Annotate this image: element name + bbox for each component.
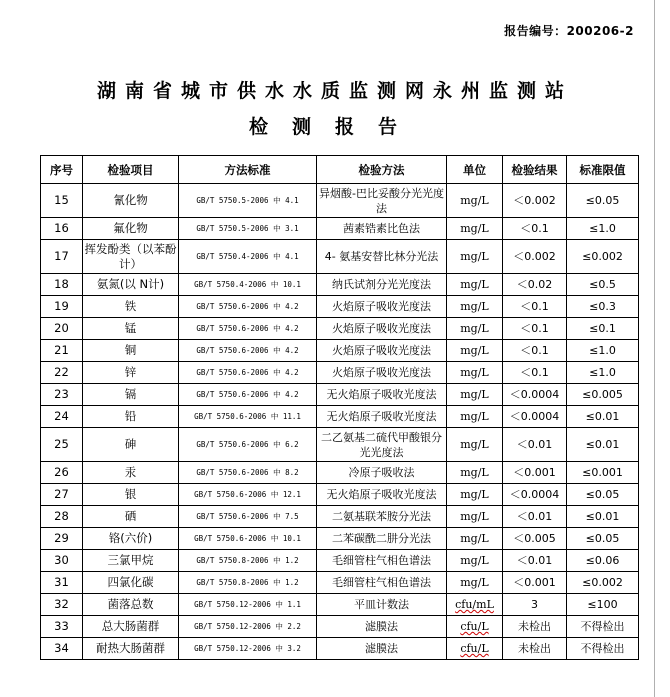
- cell-method: 二苯碳酰二肼分光法: [317, 528, 447, 550]
- cell-limit: ≤0.002: [567, 572, 639, 594]
- col-header-method: 检验方法: [317, 156, 447, 184]
- table-row: [41, 528, 639, 550]
- cell-result: ＜0.1: [503, 340, 567, 362]
- cell-item: 挥发酚类（以苯酚计）: [83, 240, 179, 274]
- cell-unit: [447, 340, 503, 362]
- cell-standard: GB/T 5750.6-2006 中 4.2: [179, 296, 317, 318]
- cell-no: 33: [41, 616, 83, 638]
- cell-standard: GB/T 5750.12-2006 中 3.2: [179, 638, 317, 660]
- cell-item: 铁: [83, 296, 179, 318]
- cell-result: ＜0.1: [503, 318, 567, 340]
- cell-no: 18: [41, 274, 83, 296]
- unit-text: mg/L: [460, 300, 489, 313]
- cell-unit: [447, 240, 503, 274]
- cell-method: 无火焰原子吸收光度法: [317, 384, 447, 406]
- cell-result: ＜0.002: [503, 184, 567, 218]
- cell-limit: ≤0.01: [567, 406, 639, 428]
- cell-method: 异烟酸-巴比妥酸分光光度法: [317, 184, 447, 218]
- table-row: [41, 594, 639, 616]
- page-edge-line: [654, 0, 655, 697]
- cell-method: 二乙氨基二硫代甲酸银分光光度法: [317, 428, 447, 462]
- unit-text: mg/L: [460, 194, 489, 207]
- cell-standard: GB/T 5750.5-2006 中 3.1: [179, 218, 317, 240]
- cell-item: 汞: [83, 462, 179, 484]
- cell-result: ＜0.0004: [503, 406, 567, 428]
- cell-no: 28: [41, 506, 83, 528]
- cell-item: 锌: [83, 362, 179, 384]
- report-number: 报告编号：200206-2: [504, 24, 634, 38]
- table-row: [41, 384, 639, 406]
- cell-standard: GB/T 5750.6-2006 中 11.1: [179, 406, 317, 428]
- cell-no: 19: [41, 296, 83, 318]
- cell-standard: GB/T 5750.5-2006 中 4.1: [179, 184, 317, 218]
- table-row: [41, 638, 639, 660]
- table-row: [41, 218, 639, 240]
- cell-result: ＜0.0004: [503, 384, 567, 406]
- unit-text: mg/L: [460, 410, 489, 423]
- cell-standard: GB/T 5750.6-2006 中 8.2: [179, 462, 317, 484]
- unit-text: mg/L: [460, 438, 489, 451]
- cell-result: ＜0.1: [503, 218, 567, 240]
- cell-method: 纳氏试剂分光光度法: [317, 274, 447, 296]
- cell-limit: ≤0.005: [567, 384, 639, 406]
- cell-result: ＜0.0004: [503, 484, 567, 506]
- cell-limit: ≤100: [567, 594, 639, 616]
- cell-standard: GB/T 5750.4-2006 中 10.1: [179, 274, 317, 296]
- table-row: [41, 340, 639, 362]
- cell-standard: GB/T 5750.6-2006 中 10.1: [179, 528, 317, 550]
- cell-limit: ≤1.0: [567, 340, 639, 362]
- cell-item: 氨氮(以 N计): [83, 274, 179, 296]
- table-row: [41, 616, 639, 638]
- cell-limit: ≤1.0: [567, 218, 639, 240]
- cell-no: 22: [41, 362, 83, 384]
- cell-item: 菌落总数: [83, 594, 179, 616]
- cell-method: 火焰原子吸收光度法: [317, 362, 447, 384]
- cell-unit: [447, 274, 503, 296]
- cell-no: 26: [41, 462, 83, 484]
- cell-standard: GB/T 5750.6-2006 中 6.2: [179, 428, 317, 462]
- cell-standard: GB/T 5750.12-2006 中 1.1: [179, 594, 317, 616]
- cell-unit: [447, 428, 503, 462]
- cell-unit: [447, 362, 503, 384]
- cell-no: 31: [41, 572, 83, 594]
- unit-text: mg/L: [460, 366, 489, 379]
- cell-no: 16: [41, 218, 83, 240]
- cell-limit: ≤0.3: [567, 296, 639, 318]
- cell-standard: GB/T 5750.12-2006 中 2.2: [179, 616, 317, 638]
- cell-limit: ≤0.05: [567, 528, 639, 550]
- cell-unit: [447, 296, 503, 318]
- report-title: 湖南省城市供水水质监测网永州监测站: [96, 80, 573, 102]
- cell-item: 铅: [83, 406, 179, 428]
- cell-result: ＜0.1: [503, 362, 567, 384]
- cell-standard: GB/T 5750.6-2006 中 4.2: [179, 362, 317, 384]
- table-row: [41, 572, 639, 594]
- unit-text: mg/L: [460, 576, 489, 589]
- cell-method: 无火焰原子吸收光度法: [317, 484, 447, 506]
- cell-result: ＜0.01: [503, 506, 567, 528]
- cell-item: 总大肠菌群: [83, 616, 179, 638]
- cell-limit: ≤0.01: [567, 428, 639, 462]
- table-header-row: [41, 156, 639, 184]
- cell-item: 耐热大肠菌群: [83, 638, 179, 660]
- cell-method: 滤膜法: [317, 616, 447, 638]
- cell-item: 锰: [83, 318, 179, 340]
- cell-unit: [447, 318, 503, 340]
- cell-item: 三氯甲烷: [83, 550, 179, 572]
- cell-standard: GB/T 5750.4-2006 中 4.1: [179, 240, 317, 274]
- cell-method: 冷原子吸收法: [317, 462, 447, 484]
- cell-standard: GB/T 5750.6-2006 中 4.2: [179, 318, 317, 340]
- cell-limit: 不得检出: [567, 616, 639, 638]
- cell-limit: ≤0.05: [567, 484, 639, 506]
- cell-result: ＜0.02: [503, 274, 567, 296]
- cell-method: 火焰原子吸收光度法: [317, 296, 447, 318]
- unit-text: mg/L: [460, 466, 489, 479]
- cell-method: 滤膜法: [317, 638, 447, 660]
- cell-method: 茜素锆素比色法: [317, 218, 447, 240]
- cell-item: 四氯化碳: [83, 572, 179, 594]
- cell-standard: GB/T 5750.6-2006 中 7.5: [179, 506, 317, 528]
- cell-limit: ≤0.01: [567, 506, 639, 528]
- unit-text: mg/L: [460, 510, 489, 523]
- unit-text: mg/L: [460, 322, 489, 335]
- cell-method: 火焰原子吸收光度法: [317, 340, 447, 362]
- cell-limit: ≤0.5: [567, 274, 639, 296]
- cell-unit: [447, 406, 503, 428]
- col-header-limit: 标准限值: [567, 156, 639, 184]
- cell-standard: GB/T 5750.6-2006 中 4.2: [179, 384, 317, 406]
- cell-result: ＜0.001: [503, 572, 567, 594]
- cell-result: ＜0.01: [503, 428, 567, 462]
- cell-method: 毛细管柱气相色谱法: [317, 550, 447, 572]
- cell-limit: ≤1.0: [567, 362, 639, 384]
- cell-unit: [447, 616, 503, 638]
- unit-text: mg/L: [460, 388, 489, 401]
- cell-method: 毛细管柱气相色谱法: [317, 572, 447, 594]
- cell-result: ＜0.1: [503, 296, 567, 318]
- cell-item: 氟化物: [83, 218, 179, 240]
- cell-limit: ≤0.06: [567, 550, 639, 572]
- table-row: [41, 462, 639, 484]
- cell-no: 25: [41, 428, 83, 462]
- cell-no: 29: [41, 528, 83, 550]
- cell-method: 无火焰原子吸收光度法: [317, 406, 447, 428]
- cell-limit: 不得检出: [567, 638, 639, 660]
- col-header-standard: 方法标准: [179, 156, 317, 184]
- cell-unit: [447, 184, 503, 218]
- cell-unit: [447, 384, 503, 406]
- cell-item: 银: [83, 484, 179, 506]
- unit-text: mg/L: [460, 554, 489, 567]
- unit-text: mg/L: [460, 532, 489, 545]
- cell-no: 17: [41, 240, 83, 274]
- cell-no: 20: [41, 318, 83, 340]
- cell-unit: [447, 594, 503, 616]
- cell-unit: [447, 462, 503, 484]
- cell-unit: [447, 506, 503, 528]
- cell-no: 32: [41, 594, 83, 616]
- cell-limit: ≤0.05: [567, 184, 639, 218]
- table-row: [41, 506, 639, 528]
- cell-unit: [447, 550, 503, 572]
- table-row: [41, 240, 639, 274]
- cell-limit: ≤0.1: [567, 318, 639, 340]
- cell-standard: GB/T 5750.8-2006 中 1.2: [179, 550, 317, 572]
- report-subtitle: 检测报告: [248, 116, 421, 138]
- cell-result: 未检出: [503, 638, 567, 660]
- cell-item: 铬(六价): [83, 528, 179, 550]
- cell-result: ＜0.001: [503, 462, 567, 484]
- cell-unit: [447, 572, 503, 594]
- cell-no: 21: [41, 340, 83, 362]
- cell-no: 30: [41, 550, 83, 572]
- table-row: [41, 274, 639, 296]
- col-header-no: 序号: [41, 156, 83, 184]
- table-row: [41, 318, 639, 340]
- test-results-table: [40, 155, 639, 660]
- cell-method: 火焰原子吸收光度法: [317, 318, 447, 340]
- cell-limit: ≤0.001: [567, 462, 639, 484]
- col-header-result: 检验结果: [503, 156, 567, 184]
- unit-text: cfu/mL: [455, 598, 494, 611]
- cell-limit: ≤0.002: [567, 240, 639, 274]
- cell-result: 未检出: [503, 616, 567, 638]
- table-row: [41, 550, 639, 572]
- table-body: [41, 184, 639, 660]
- cell-result: ＜0.005: [503, 528, 567, 550]
- cell-result: ＜0.002: [503, 240, 567, 274]
- cell-no: 34: [41, 638, 83, 660]
- cell-no: 27: [41, 484, 83, 506]
- unit-text: mg/L: [460, 250, 489, 263]
- cell-standard: GB/T 5750.6-2006 中 4.2: [179, 340, 317, 362]
- table-row: [41, 428, 639, 462]
- col-header-item: 检验项目: [83, 156, 179, 184]
- unit-text: mg/L: [460, 222, 489, 235]
- cell-item: 砷: [83, 428, 179, 462]
- cell-standard: GB/T 5750.8-2006 中 1.2: [179, 572, 317, 594]
- table-row: [41, 484, 639, 506]
- cell-no: 15: [41, 184, 83, 218]
- cell-item: 氰化物: [83, 184, 179, 218]
- cell-unit: [447, 484, 503, 506]
- cell-item: 铜: [83, 340, 179, 362]
- cell-result: 3: [503, 594, 567, 616]
- cell-method: 4- 氨基安替比林分光法: [317, 240, 447, 274]
- cell-unit: [447, 218, 503, 240]
- cell-item: 镉: [83, 384, 179, 406]
- col-header-unit: 单位: [447, 156, 503, 184]
- cell-standard: GB/T 5750.6-2006 中 12.1: [179, 484, 317, 506]
- cell-result: ＜0.01: [503, 550, 567, 572]
- unit-text: cfu/L: [460, 620, 489, 633]
- cell-unit: [447, 528, 503, 550]
- table-row: [41, 296, 639, 318]
- cell-item: 硒: [83, 506, 179, 528]
- unit-text: cfu/L: [460, 642, 489, 655]
- table-row: [41, 406, 639, 428]
- cell-method: 二氨基联苯胺分光法: [317, 506, 447, 528]
- cell-no: 23: [41, 384, 83, 406]
- table-row: [41, 362, 639, 384]
- unit-text: mg/L: [460, 278, 489, 291]
- table-row: [41, 184, 639, 218]
- cell-method: 平皿计数法: [317, 594, 447, 616]
- unit-text: mg/L: [460, 344, 489, 357]
- unit-text: mg/L: [460, 488, 489, 501]
- cell-no: 24: [41, 406, 83, 428]
- cell-unit: [447, 638, 503, 660]
